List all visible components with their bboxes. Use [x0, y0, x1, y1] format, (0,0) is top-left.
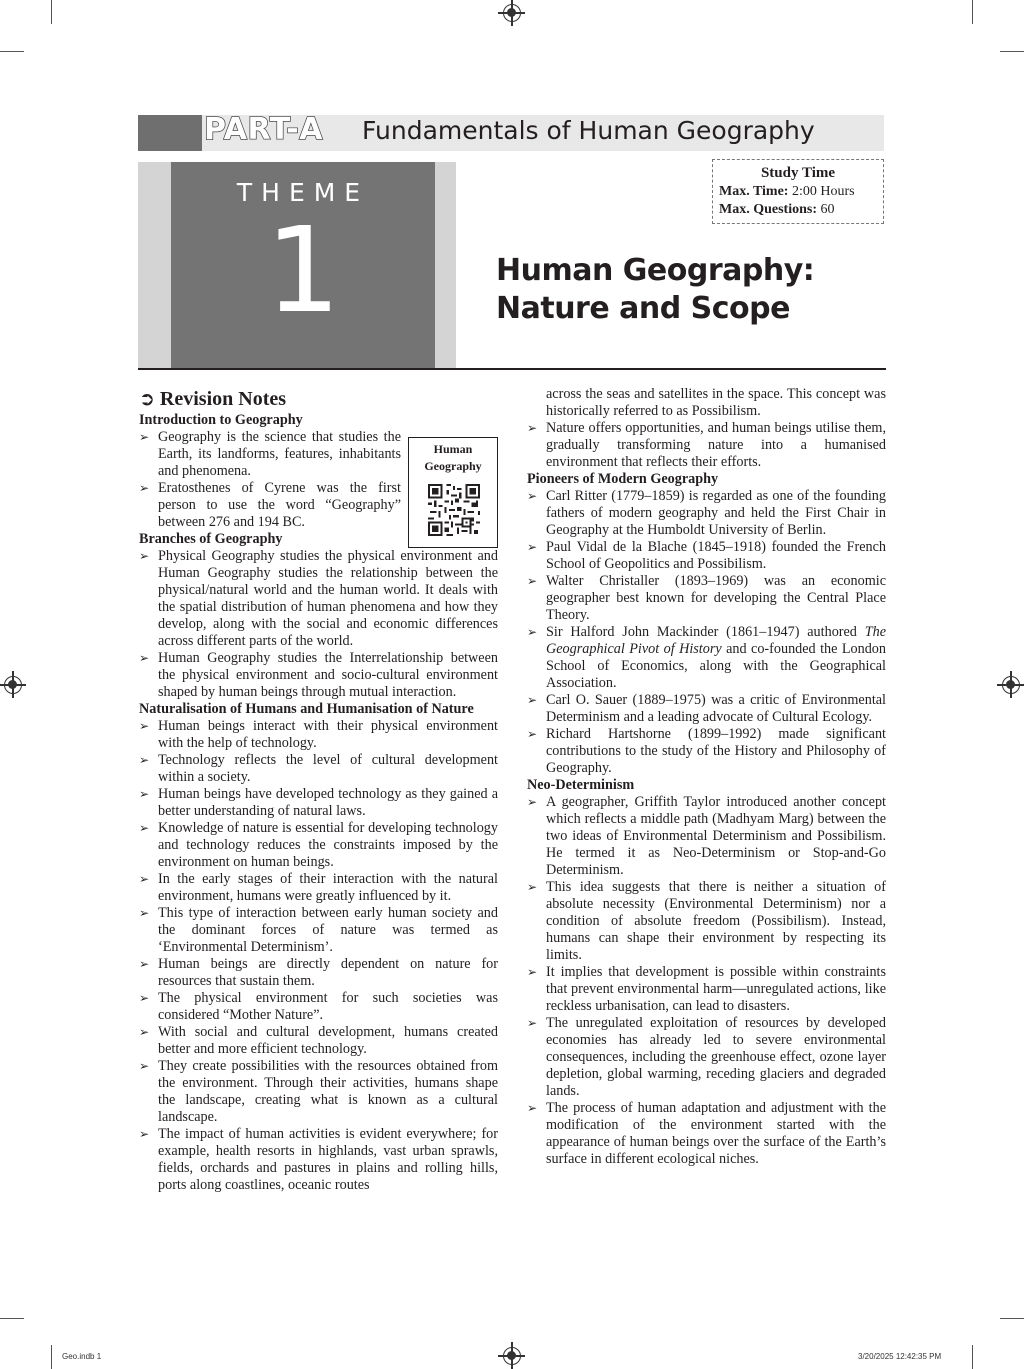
- study-time-box: [712, 159, 884, 224]
- section-heading: Branches of Geography: [139, 531, 283, 547]
- header-divider: [138, 368, 886, 370]
- crop-mark: [972, 0, 973, 24]
- registration-mark-icon: [503, 4, 521, 22]
- section-heading: Neo-Determinism: [527, 777, 635, 793]
- max-time: Max. Time: 2:00 Hours: [719, 184, 855, 199]
- crop-mark: [0, 51, 24, 52]
- list-item: ➢ Walter Christaller (1893–1969) was an economic geographer best known for developing the Central Place Theory.: [527, 573, 886, 624]
- theme-number: 1: [265, 201, 341, 339]
- left-column: [139, 386, 498, 1194]
- crop-mark: [51, 0, 52, 24]
- registration-mark-icon: [503, 1347, 521, 1365]
- section-heading: Pioneers of Modern Geography: [527, 471, 719, 487]
- list-item: ➢ Paul Vidal de la Blache (1845–1918) founded the French School of Geopolitics and Possibilism.: [527, 539, 886, 573]
- crop-mark: [1000, 51, 1024, 52]
- list-item: ➢ Carl O. Sauer (1889–1975) was a critic of Environmental Determinism and a leading advocate of Cultural Ecology.: [527, 692, 886, 726]
- continued-text: across the seas and satellites in the space. This concept was historically referred to as Possibilism.: [546, 386, 886, 419]
- list-item: ➢ Eratosthenes of Cyrene was the first person to use the word “Geography” between 276 and 194 BC.: [139, 480, 401, 531]
- theme-side-panel: [138, 162, 171, 368]
- crop-mark: [1000, 1318, 1024, 1319]
- max-questions: Max. Questions: 60: [719, 202, 835, 217]
- list-item: ➢ Human beings interact with their physical environment with the help of technology.: [139, 718, 498, 752]
- list-item: ➢ It implies that development is possible within constraints that prevent environmental harm—unregulated actions, like reckless urbanisation, can lead to disasters.: [527, 964, 886, 1015]
- list-item: ➢ The physical environment for such societies was considered “Mother Nature”.: [139, 990, 498, 1024]
- right-column: [527, 386, 886, 1168]
- list-item: ➢ They create possibilities with the resources obtained from the environment. Through their activities, humans shape the landscape, creating what is known as a cultural landscape.: [139, 1058, 498, 1126]
- list-item: ➢ Technology reflects the level of cultural development within a society.: [139, 752, 498, 786]
- qr-label: Human: [433, 442, 473, 456]
- list-item: ➢ The unregulated exploitation of resources by developed economies has already led to severe environmental consequences, including the greenhouse effect, ozone layer depletion, global warming, receding glaciers and degraded lands.: [527, 1015, 886, 1100]
- list-item: ➢ Sir Halford John Mackinder (1861–1947) authored The Geographical Pivot of History and co-founded the London School of Economics, along with the Geographical Association.: [527, 624, 886, 692]
- theme-side-panel: [435, 162, 456, 368]
- book-title: The Geographical Pivot of History: [546, 624, 886, 657]
- part-title: Fundamentals of Human Geography: [362, 116, 815, 145]
- list-item: ➢ In the early stages of their interaction with the natural environment, humans were greatly influenced by it.: [139, 871, 498, 905]
- list-item: ➢ Human Geography studies the Interrelationship between the physical environment and socio-cultural environment shaped by human beings through mutual interaction.: [139, 650, 498, 701]
- list-item: ➢ Human beings are directly dependent on nature for resources that sustain them.: [139, 956, 498, 990]
- qr-label: Geography: [424, 459, 482, 473]
- registration-mark-icon: [1002, 676, 1020, 694]
- study-time-heading: Study Time: [760, 165, 836, 181]
- arrow-icon: ➲: [139, 388, 155, 410]
- list-item: ➢ Carl Ritter (1779–1859) is regarded as one of the founding fathers of modern geography and held the First Chair in Geography at the Humboldt University of Berlin.: [527, 488, 886, 539]
- crop-mark: [51, 1345, 52, 1369]
- list-item: ➢ Knowledge of nature is essential for developing technology and technology reduces the constraints imposed by the environment on human beings.: [139, 820, 498, 871]
- part-banner-accent: [138, 115, 202, 151]
- chapter-title: Human Geography: Nature and Scope: [496, 253, 815, 326]
- list-item: ➢ The impact of human activities is evident everywhere; for example, health resorts in highlands, vast urban sprawls, fields, orchards and pastures in plains and rolling hills, ports along coastlines, oceanic routes: [139, 1126, 498, 1194]
- list-item: ➢ Geography is the science that studies the Earth, its landforms, features, inhabitants and phenomena.: [139, 429, 401, 480]
- list-item: ➢ The process of human adaptation and adjustment with the modification of the environment started with the appearance of human beings over the surface of the Earth’s surface in different ecological niches.: [527, 1100, 886, 1168]
- list-item: ➢ With social and cultural development, humans created better and more efficient technology.: [139, 1024, 498, 1058]
- list-item: ➢ Physical Geography studies the physical environment and Human Geography studies the relationship between the physical/natural world and the human world. It deals with the spatial distribution of human phenomena and how they develop, along with the social and economic differences across different parts of the world.: [139, 548, 498, 650]
- intro-list: [139, 429, 498, 531]
- section-heading: Naturalisation of Humans and Humanisation of Nature: [139, 701, 474, 717]
- list-item: ➢ This type of interaction between early human society and the dominant forces of nature was termed as ‘Environmental Determinism’.: [139, 905, 498, 956]
- crop-mark: [972, 1345, 973, 1369]
- part-label: PART-A: [204, 112, 323, 147]
- revision-notes-heading: ➲ Revision Notes: [139, 388, 287, 410]
- footer-file: Geo.indb 1: [62, 1352, 102, 1361]
- list-item: ➢ Nature offers opportunities, and human beings utilise them, gradually transforming nature into a humanised environment that reflects their efforts.: [527, 420, 886, 471]
- theme-label: THEME: [236, 178, 370, 207]
- list-item: ➢ A geographer, Griffith Taylor introduced another concept which reflects a middle path (Madhyam Marg) between the two ideas of Environmental Determinism and Possibilism. He termed it as Neo-Determinism or Stop-and-Go Determinism.: [527, 794, 886, 879]
- footer-timestamp: 3/20/2025 12:42:35 PM: [858, 1352, 942, 1361]
- list-item: ➢ Richard Hartshorne (1899–1992) made significant contributions to the study of the History and Philosophy of Geography.: [527, 726, 886, 777]
- list-item: ➢ Human beings have developed technology as they gained a better understanding of natural laws.: [139, 786, 498, 820]
- list-item: ➢ This idea suggests that there is neither a situation of absolute necessity (Environmental Determinism) nor a condition of absolute freedom (Possibilism). Instead, humans can shape their environment by respecting its limits.: [527, 879, 886, 964]
- crop-mark: [0, 1318, 24, 1319]
- registration-mark-icon: [4, 676, 22, 694]
- section-heading: Introduction to Geography: [139, 412, 303, 428]
